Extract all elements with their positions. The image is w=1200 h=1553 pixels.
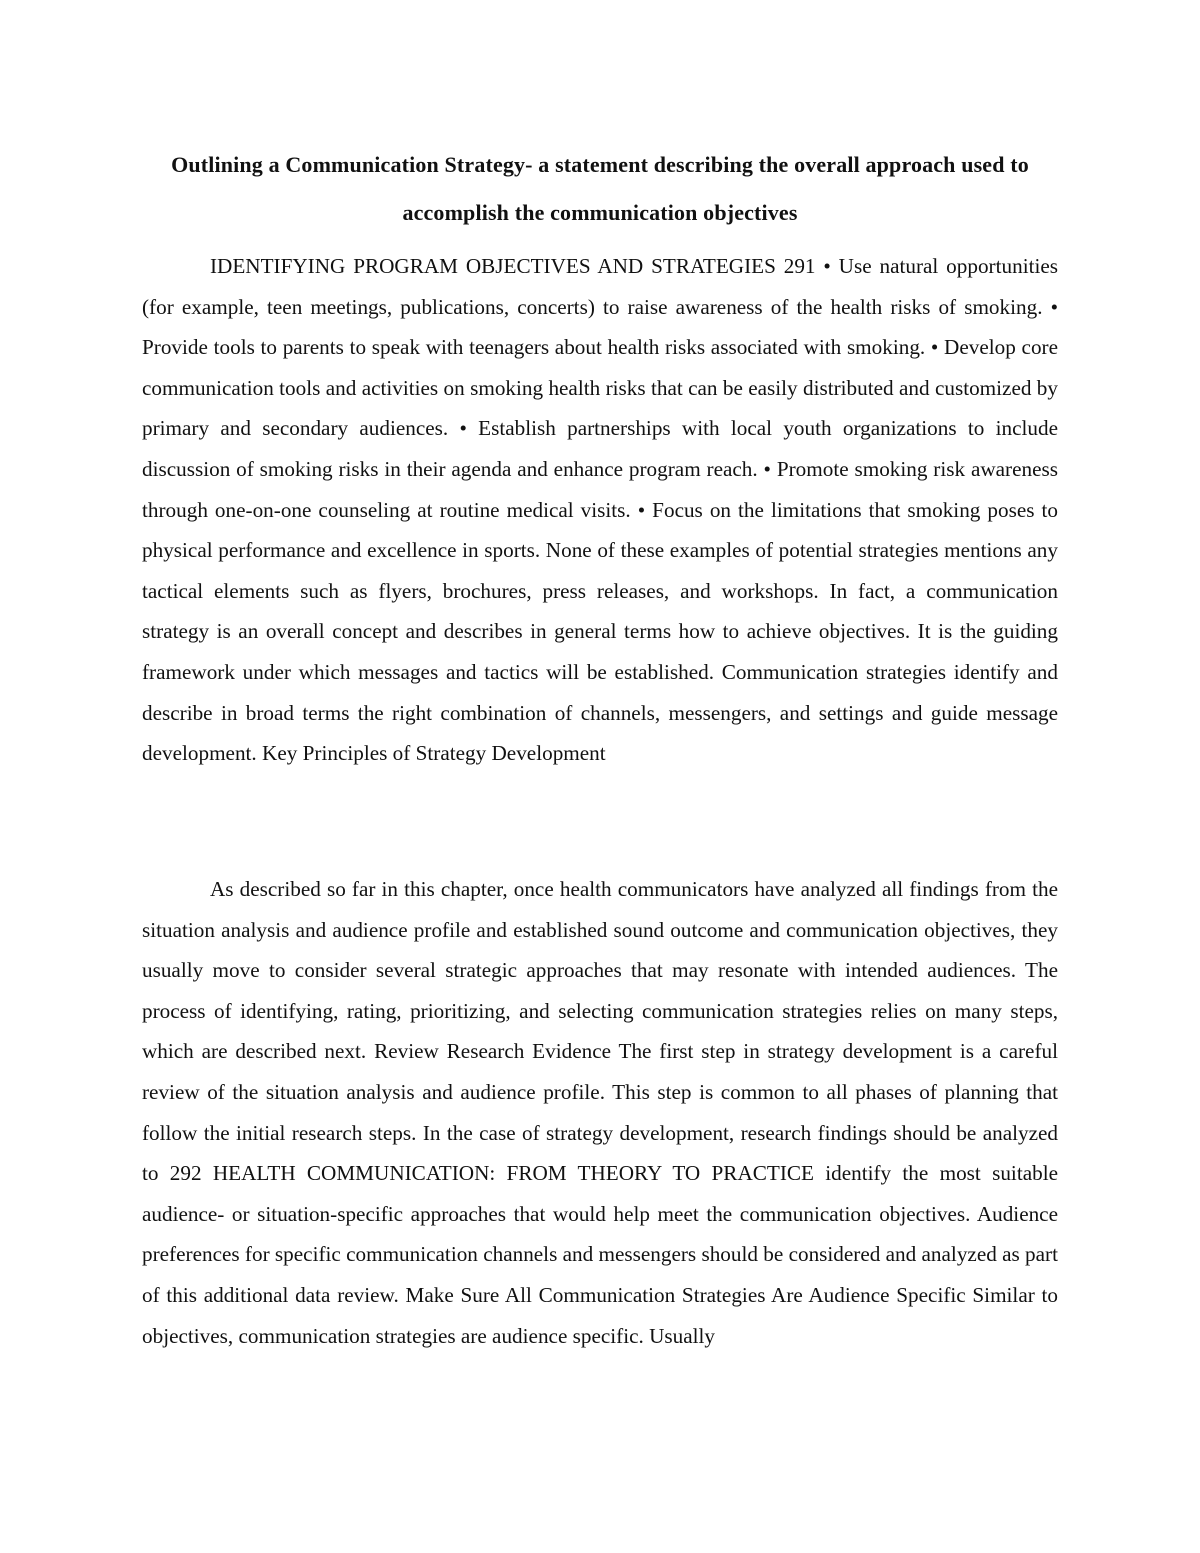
paragraph-strategy-development: As described so far in this chapter, once health communicators have analyzed all findings from the situation analysis and audience profile and established sound outcome and communication objectives, they usually move to consider several strategic approaches that may resonate with intended audiences. The process of identifying, rating, prioritizing, and selecting communication strategies relies on many steps, which are described next. Review Research Evidence The first step in strategy development is a careful review of the situation analysis and audience profile. This step is common to all phases of planning that follow the initial research steps. In the case of strategy development, research findings should be analyzed to 292 HEALTH COMMUNICATION: FROM THEORY TO PRACTICE identify the most suitable audience- or situation-specific approaches that would help meet the communication objectives. Audience preferences for specific communication channels and messengers should be considered and analyzed as part of this additional data review. Make Sure All Communication Strategies Are Audience Specific Similar to objectives, communication strategies are audience specific. Usually [142, 877, 1058, 1348]
document-title: Outlining a Communication Strategy- a statement describing the overall approach used to accomplish the communication objectives [171, 152, 1029, 225]
paragraph-strategies: IDENTIFYING PROGRAM OBJECTIVES AND STRATEGIES 291 • Use natural opportunities (for example, teen meetings, publications, concerts) to raise awareness of the health risks of smoking. • Provide tools to parents to speak with teenagers about health risks associated with smoking. • Develop core communication tools and activities on smoking health risks that can be easily distributed and customized by primary and secondary audiences. • Establish partnerships with local youth organizations to include discussion of smoking risks in their agenda and enhance program reach. • Promote smoking risk awareness through one-on-one counseling at routine medical visits. • Focus on the limitations that smoking poses to physical performance and excellence in sports. None of these examples of potential strategies mentions any tactical elements such as flyers, brochures, press releases, and workshops. In fact, a communication strategy is an overall concept and describes in general terms how to achieve objectives. It is the guiding framework under which messages and tactics will be established. Communication strategies identify and describe in broad terms the right combination of channels, messengers, and settings and guide message development. Key Principles of Strategy Development [142, 254, 1058, 766]
